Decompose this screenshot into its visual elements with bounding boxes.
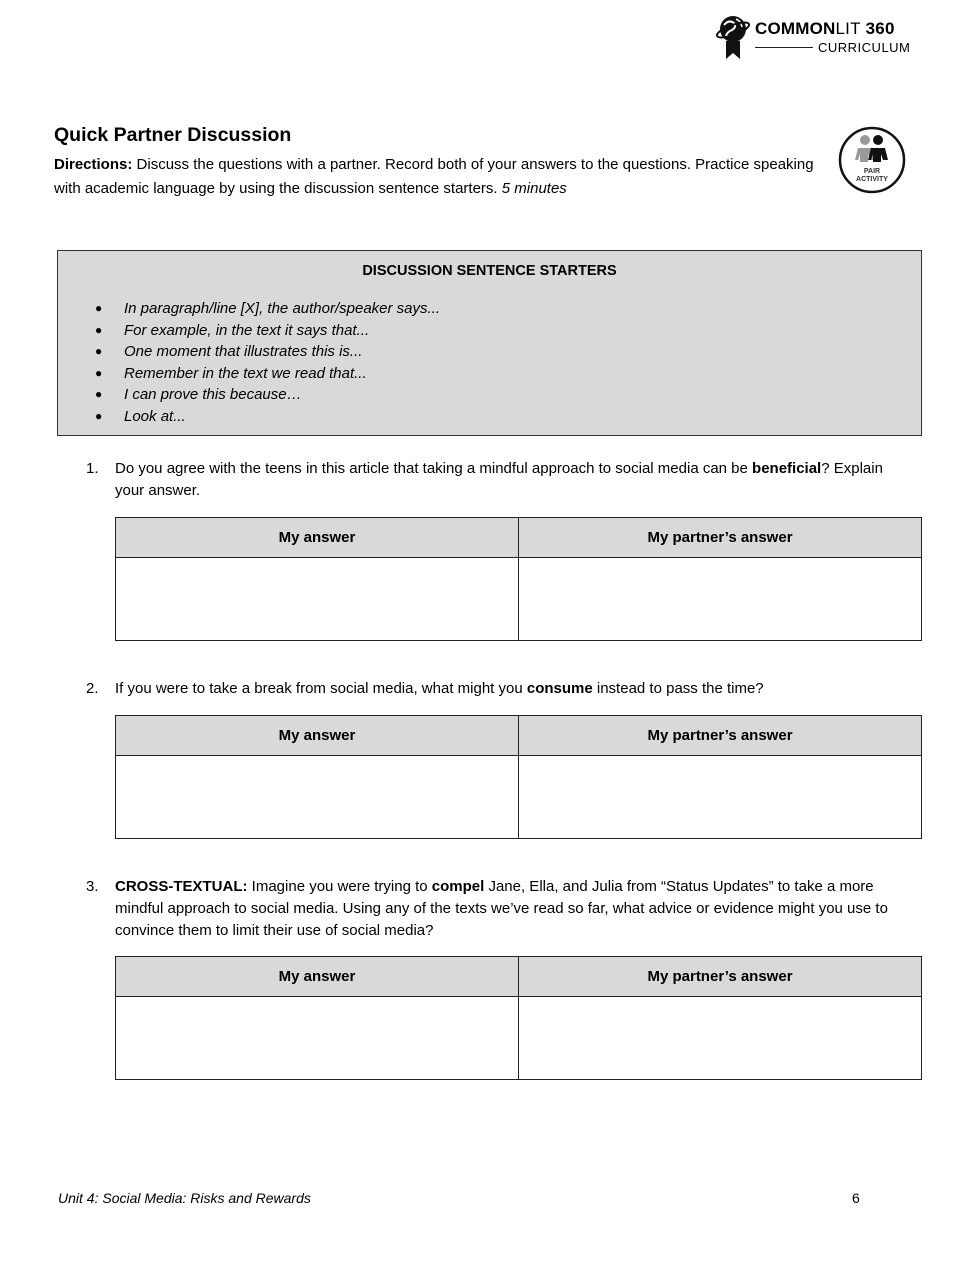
bullet-icon: ● bbox=[95, 344, 103, 358]
answer-table-3 bbox=[115, 956, 922, 1080]
logo-subtitle: CURRICULUM bbox=[818, 40, 911, 55]
badge-line1: PAIR bbox=[863, 168, 881, 175]
logo-brand: COMMONLIT 360 bbox=[755, 19, 895, 38]
starter-item: ● One moment that illustrates this is... bbox=[95, 341, 440, 363]
directions-text: Discuss the questions with a partner. Record both of your answers to the questions. Practice speaking with academic language by using the discussion sentence starters. bbox=[54, 156, 814, 197]
question-2 bbox=[86, 678, 916, 700]
question-number: 3. bbox=[86, 878, 99, 895]
col-my-answer: My answer bbox=[116, 716, 519, 756]
sentence-starters-box bbox=[57, 250, 922, 436]
bullet-icon: ● bbox=[95, 365, 103, 380]
starter-item: ● Remember in the text we read that... bbox=[95, 363, 440, 385]
logo-divider bbox=[755, 47, 813, 48]
my-answer-cell[interactable] bbox=[116, 997, 519, 1080]
partner-answer-cell[interactable] bbox=[519, 558, 922, 641]
bullet-icon: ● bbox=[95, 301, 103, 315]
starters-list bbox=[95, 298, 440, 427]
starter-item: ● For example, in the text it says that... bbox=[95, 320, 440, 342]
commonlit-logo bbox=[715, 13, 925, 63]
question-text: If you were to take a break from social media, what might you consume instead to pass the time? bbox=[115, 680, 764, 697]
bullet-icon: ● bbox=[95, 408, 103, 423]
badge-line2: ACTIVITY bbox=[856, 176, 888, 183]
starter-item: ● I can prove this because… bbox=[95, 384, 440, 406]
starter-item: ● In paragraph/line [X], the author/speaker says... bbox=[95, 298, 440, 320]
section-title: Quick Partner Discussion bbox=[54, 124, 292, 146]
partner-answer-cell[interactable] bbox=[519, 997, 922, 1080]
starters-heading: DISCUSSION SENTENCE STARTERS bbox=[362, 263, 617, 279]
col-partner-answer: My partner’s answer bbox=[519, 518, 922, 558]
answer-table-2 bbox=[115, 715, 922, 839]
col-my-answer: My answer bbox=[116, 957, 519, 997]
my-answer-cell[interactable] bbox=[116, 756, 519, 839]
pair-activity-icon bbox=[838, 126, 906, 194]
directions-time: 5 minutes bbox=[501, 180, 567, 197]
directions bbox=[54, 153, 814, 201]
col-partner-answer: My partner’s answer bbox=[519, 716, 922, 756]
partner-answer-cell[interactable] bbox=[519, 756, 922, 839]
question-number: 1. bbox=[86, 460, 99, 477]
page-number: 6 bbox=[852, 1190, 860, 1206]
bullet-icon: ● bbox=[95, 322, 103, 337]
question-3 bbox=[86, 876, 916, 942]
question-text: Do you agree with the teens in this article that taking a mindful approach to social media can be beneficial? Explain your answer. bbox=[115, 460, 883, 499]
my-answer-cell[interactable] bbox=[116, 558, 519, 641]
bullet-icon: ● bbox=[95, 387, 103, 401]
question-1 bbox=[86, 458, 916, 502]
globe-ribbon-icon bbox=[715, 13, 751, 63]
answer-table-1 bbox=[115, 517, 922, 641]
col-partner-answer: My partner’s answer bbox=[519, 957, 922, 997]
question-number: 2. bbox=[86, 680, 99, 697]
col-my-answer: My answer bbox=[116, 518, 519, 558]
directions-label: Directions: bbox=[54, 156, 133, 173]
starter-item: ● Look at... bbox=[95, 406, 440, 428]
footer-unit: Unit 4: Social Media: Risks and Rewards bbox=[58, 1190, 311, 1206]
question-text: CROSS-TEXTUAL: Imagine you were trying to compel Jane, Ella, and Julia from “Status Updates” to take a more mindful approach to social media. Using any of the texts we’ve read so far, what advice or evidence might you use to convince them to limit their use of social media? bbox=[115, 878, 888, 939]
